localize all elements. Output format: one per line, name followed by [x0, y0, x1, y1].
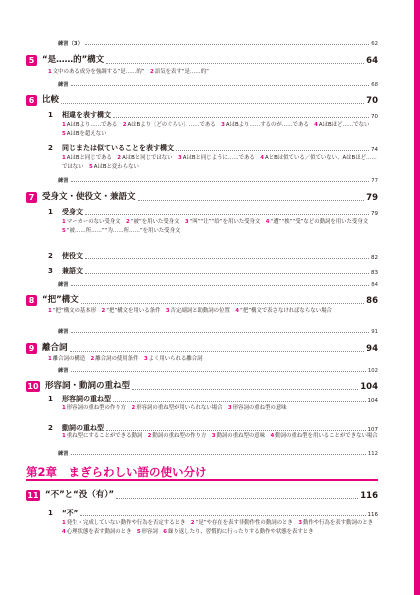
toc-entry-practice[interactable]: 練習 102	[58, 368, 378, 374]
subsection-10-2-description: 1重ね型にすることができる動詞 2動詞の重ね型の作り方 3動詞の重ね型の意味 4動詞の重ね型を用いることができない場合	[62, 433, 378, 439]
chapter-number: 第2章	[26, 465, 58, 479]
section-number-badge: 5	[26, 55, 37, 66]
section-title: 比較	[42, 95, 60, 105]
toc-section-5[interactable]	[26, 53, 378, 66]
toc-entry-practice[interactable]: 練習 68	[58, 82, 378, 88]
toc-section-9[interactable]: 9 離合詞 94	[26, 341, 378, 354]
toc-subsection-7-1[interactable]: 1 受身文 79	[48, 208, 378, 217]
section-number-badge: 8	[26, 295, 37, 306]
section-number-badge: 11	[27, 491, 39, 500]
section-number-badge: 10	[27, 382, 39, 391]
toc-section-10[interactable]: 10 形容詞・動詞の重ね型 104	[27, 381, 378, 392]
subsection-6-2-description: 1AはBと同じである 2AはBと同じではない 3AはBと同じように……である 4AとBは似ている／似ていない、AはBほど……ではない 5AはBと変わらない	[62, 155, 377, 170]
section-title: “把”構文	[42, 295, 79, 305]
section-number-badge: 7	[26, 192, 37, 203]
leader-dots	[85, 44, 369, 45]
page-number: 64	[366, 56, 378, 66]
toc-subsection-10-1[interactable]: 1 形容詞の重ね型 104	[48, 395, 378, 404]
toc-subsection-10-2[interactable]: 2 動詞の重ね型 107	[48, 424, 378, 433]
toc-entry-practice-3[interactable]	[58, 39, 378, 47]
toc-subsection-7-2[interactable]: 2 使役文 82	[48, 252, 378, 261]
section-8-description: 1“把”構文の基本形 2“把”構文を用いる条件 3否定副詞と助動詞の位置 4“把”構文で表さなければならない場合	[48, 308, 332, 314]
toc-subsection-7-3[interactable]: 3 兼語文 83	[48, 267, 378, 276]
leader-dots	[106, 63, 364, 64]
toc-subsection-11-1[interactable]: 1 “不” 116	[48, 509, 378, 518]
chapter-title: まぎらわしい語の使い分け	[68, 465, 207, 479]
toc-section-6[interactable]: 6 比較 70	[26, 93, 378, 106]
toc-section-7[interactable]: 7 受身文・使役文・兼語文 79	[26, 190, 378, 203]
subsection-6-1-description: 1AはBより……である 2AはBより〔どのぐらい〕……である 3AはBより……するのが……である 4AはBほど……でない 5AはBを超えない	[62, 122, 370, 137]
section-title: 離合詞	[42, 343, 68, 353]
toc-section-8[interactable]: 8 “把”構文 86	[26, 293, 378, 306]
section-9-description: 1離合詞の構造 2離合詞の使用条件 3よく用いられる離合詞	[48, 356, 203, 362]
subsection-7-1-description: 1マーカーのない受身文 2“被”を用いた受身文 3“叫”“让”“给”を用いた受身文 4“遭”“挨”“受”などの動詞を用いた受身文 5“被……所……”“为……所……”を用いた受身文	[62, 219, 369, 234]
toc-subsection-6-1[interactable]: 1 相違を表す構文 70	[48, 111, 378, 120]
toc-section-11[interactable]: 11 “不”と“没（有）” 116	[27, 490, 378, 501]
section-number-badge: 9	[26, 343, 37, 354]
section-title: “是……的”構文	[42, 55, 105, 65]
toc-entry-practice[interactable]: 練習 77	[58, 178, 378, 184]
entry-label: 練習（3）	[58, 41, 83, 47]
subsection-10-1-description: 1形容詞の重ね型の作り方 2形容詞の重ね型が用いられない場合 3形容詞の重ね型の意味	[62, 405, 287, 411]
chapter-heading	[26, 464, 207, 480]
section-title: “不”と“没（有）”	[45, 490, 115, 500]
section-number-badge: 6	[26, 95, 37, 106]
toc-entry-practice[interactable]: 練習 112	[58, 451, 378, 457]
section-title: 受身文・使役文・兼語文	[42, 192, 136, 202]
toc-entry-practice[interactable]: 練習 91	[58, 329, 378, 335]
subsection-11-1-description: 1発生・完成していない動作や行為を否定するとき 2“是”や存在を表す非動作性の動詞のとき 3動作や行為を表す動詞のとき 4心理状態を表す動詞のとき 5形容詞 6繰り返したり、習慣的に行ったりする動作や状態を表すとき	[62, 520, 374, 535]
toc-subsection-6-2[interactable]: 2 同じまたは似ていることを表す構文 74	[48, 144, 378, 153]
toc-entry-practice[interactable]: 練習 84	[58, 282, 378, 288]
section-title: 形容詞・動詞の重ね型	[45, 381, 131, 391]
page-edge-bar	[414, 0, 420, 595]
chapter-rule	[26, 479, 378, 481]
page-number: 62	[371, 41, 378, 47]
section-5-description: 1文中のある成分を強調する“是……的” 2語気を表す“是……的”	[48, 69, 209, 75]
